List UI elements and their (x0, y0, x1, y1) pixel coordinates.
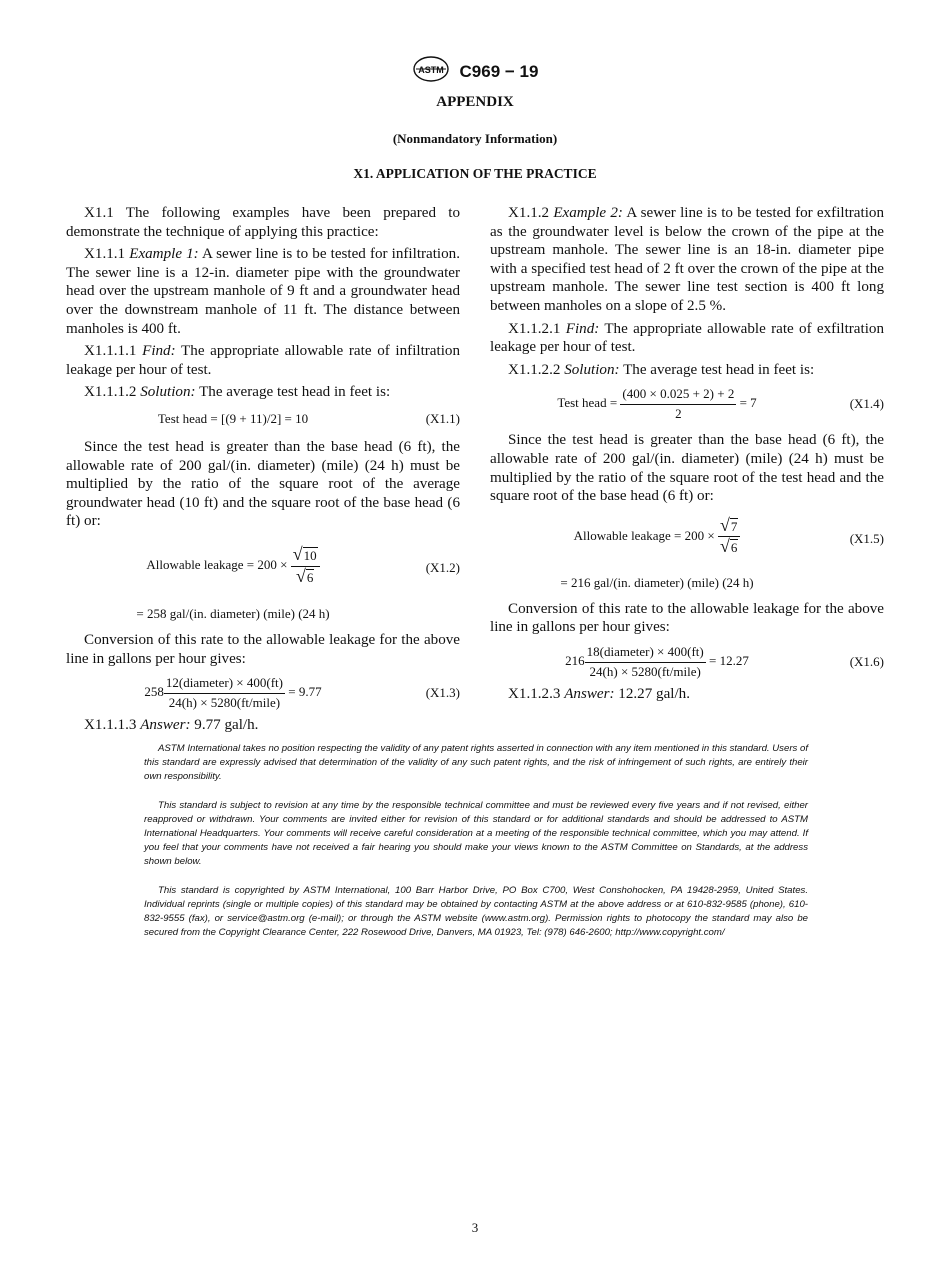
standard-designation: C969 − 19 (459, 61, 539, 81)
equation-x1-2: Allowable leakage = 200 × $\frac{√10}{√6}$ (X1.2) (146, 543, 460, 586)
left-column (66, 204, 460, 739)
equation-x1-6: 216 $\frac{\text{18(diameter) × 400(ft)}}{\text{24(h) × 5280(ft/mile)}}$ = 12.27 (X1.6) (565, 643, 884, 679)
page-number: 3 (471, 1220, 479, 1235)
appendix-subtitle: (Nonmandatory Information) (392, 131, 558, 146)
paragraph-x1-1-1: X1.1.1 Example 1: A sewer line is to be tested for infiltration. The sewer line is a 12-in. diameter pipe with the groundwater head over the upstream manhole of 9 ft and a groundwater head over the downstream manhole of 11 ft. The distance between manholes is 400 ft. (66, 246, 460, 337)
equation-x1-2-result: = 258 gal/(in. diameter) (mile) (24 h) (136, 605, 330, 621)
copyright-notice: This standard is copyrighted by ASTM International, 100 Barr Harbor Drive, PO Box C700, West Conshohocken, PA 19428-2959, United States. Individual reprints (single or multiple copies) of this standard may be obtained by contacting ASTM at the above address or at 610-832-9585 (phone), 610-832-9555 (fax), or service@astm.org (e-mail); or through the ASTM website (www.astm.org). Permission rights to photocopy the standard may also be secured from the Copyright Clearance Center, 222 Rosewood Drive, Danvers, MA 01923, Tel: (978) 646-2600; http://www.copyright.com/ (144, 885, 808, 938)
equation-x1-4: Test head = $\frac{(400 \times 0.025 + 2) + 2}{2}$ = 7 (X1.4) (557, 386, 884, 421)
paragraph-since-test-head-2: Since the test head is greater than the base head (6 ft), the allowable rate of 200 gal/(in. diameter) (mile) (24 h) must be multiplied by the ratio of the square root of the test head and the square root of the base head (6 ft) or: (490, 432, 884, 505)
page-header (0, 55, 950, 88)
paragraph-x1-1-2: X1.1.2 Example 2: A sewer line is to be tested for exfiltration as the groundwater level is below the crown of the pipe at the upstream manhole. The sewer line is an 18-in. diameter pipe with a specified test head of 2 ft over the crown of the pipe at the upstream manhole. The sewer line test section is 400 ft long between manholes on a slope of 2.5 %. (490, 205, 884, 314)
paragraph-x1-1-2-2: X1.1.2.2 Solution: The average test head in feet is: (508, 361, 815, 378)
equation-x1-1: Test head = [(9 + 11)/2] = 10 (X1.1) (157, 410, 460, 426)
revision-notice: This standard is subject to revision at any time by the responsible technical committee and must be reviewed every five years and if not revised, either reapproved or withdrawn. Your comments are invited either for revision of this standard or for additional standards and should be addressed to ASTM International Headquarters. Your comments will receive careful consideration at a meeting of the responsible technical committee, which you may attend. If you feel that your comments have not received a fair hearing you should make your views known to the ASTM Committee on Standards, at the address shown below. (144, 800, 808, 867)
paragraph-x1-1-2-3: X1.1.2.3 Answer: 12.27 gal/h. (508, 685, 690, 702)
appendix-title: APPENDIX (436, 94, 514, 110)
astm-logo-icon (412, 55, 450, 88)
svg-text:ASTM: ASTM (417, 65, 444, 75)
paragraph-x1-1-2-1: X1.1.2.1 Find: The appropriate allowable rate of exfiltration leakage per hour of test. (490, 320, 884, 356)
paragraph-conversion-2: Conversion of this rate to the allowable leakage for the above line in gallons per hour gives: (490, 600, 884, 636)
equation-x1-5: Allowable leakage = 200 × $\frac{√7}{√6}$ (X1.5) (573, 514, 884, 557)
paragraph-x1-1-1-1: X1.1.1.1 Find: The appropriate allowable rate of infiltration leakage per hour of test. (66, 343, 460, 378)
right-column (490, 204, 884, 708)
paragraph-x1-1-1-3: X1.1.1.3 Answer: 9.77 gal/h. (84, 717, 259, 734)
paragraph-x1-1-1-2: X1.1.1.2 Solution: The average test head in feet is: (84, 384, 391, 401)
patent-notice: ASTM International takes no position respecting the validity of any patent rights asserted in connection with any item mentioned in this standard. Users of this standard are expressly advised that determination of the validity of any such patent rights, and the risk of infringement of such rights, are entirely their own responsibility. (144, 743, 808, 782)
footer-notes (144, 742, 808, 955)
paragraph-conversion: Conversion of this rate to the allowable leakage for the above line in gallons per hour gives: (66, 631, 460, 667)
equation-x1-3: 258 $\frac{\text{12(diameter) × 400(ft)}}{\text{24(h) × 5280(ft/mile)}}$ = 9.77 (X1.3) (144, 675, 460, 710)
section-title: X1. APPLICATION OF THE PRACTICE (353, 166, 597, 181)
paragraph-x1-1: X1.1 The following examples have been prepared to demonstrate the technique of applying this practice: (66, 205, 460, 240)
equation-x1-5-result: = 216 gal/(in. diameter) (mile) (24 h) (560, 574, 754, 590)
paragraph-since-test-head: Since the test head is greater than the base head (6 ft), the allowable rate of 200 gal/(in. diameter) (mile) (24 h) must be multiplied by the ratio of the square root of the average groundwater head (10 ft) and the square root of the base head (6 ft) or: (66, 438, 460, 530)
